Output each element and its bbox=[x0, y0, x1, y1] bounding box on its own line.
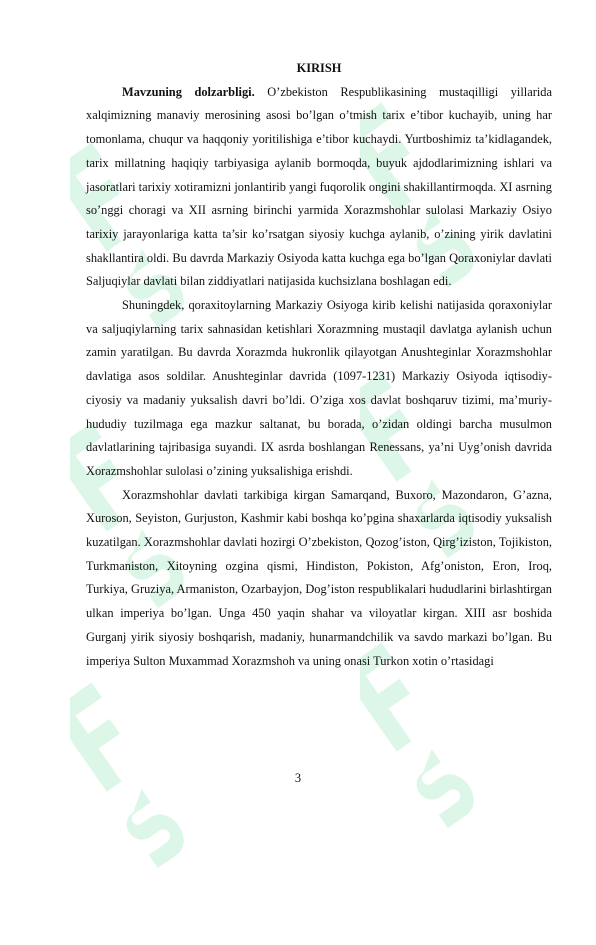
page-number: 3 bbox=[294, 771, 302, 785]
lead-label: Mavzuning dolzarbligi. bbox=[122, 84, 255, 99]
document-body bbox=[86, 57, 552, 673]
watermark-logo-icon bbox=[70, 640, 190, 940]
paragraph: Xorazmshohlar davlati tarkibiga kirgan Samarqand, Buxoro, Mazondaron, G’azna, Xuroson, Seyiston, Gurjuston, Kashmir kabi boshqa ko’pgina shaxarlarda iqtisodiy yuksalish kuzatilgan. Xorazmshohlar davlati hozirgi O’zbekiston, Qozog’iston, Qirg’iziston, Tojikiston, Turkmaniston, Xitoyning ozgina qismi, Hindiston, Pokiston, Afg’oniston, Eron, Iroq, Turkiya, Gruziya, Armaniston, Ozarbayjon, Dog’iston respublikalari hududlarini birlashtirgan ulkan imperiya bo’lgan. Unga 450 yaqin shahar va viloyatlar kirgan. XIII asr boshida Gurganj yirik siyosiy boshqarish, madaniy, hunarmandchilik va savdo markazi bo’lgan. Bu imperiya Sulton Muxammad Xorazmshoh va uning onasi Turkon xotin o’rtasidagi bbox=[86, 487, 552, 668]
paragraph bbox=[86, 81, 552, 294]
paragraph: Shuningdek, qoraxitoylarning Markaziy Osiyoga kirib kelishi natijasida qoraxoniylar va saljuqiylarning tarix sahnasidan ketishlari Xorazmning mustaqil davlatga aylanish uchun zamin yaratilgan. Bu davrda Xorazmda hukronlik qilayotgan Anushteginlar Xorazmshohlar davlatiga asos soldilar. Anushteginlar davrida (1097-1231) Markaziy Osiyoda iqtisodiy-ciyosiy va madaniy yuksalish davri bo’ldi. O’ziga xos davlat boshqaruv tizimi, ma’muriy-hududiy tuzilmaga ega mazkur saltanat, bu borada, o’zidan oldingi barcha musulmon davlatlarining tajribasiga suyandi. IX asrda boshlangan Renessans, ya’ni Uyg’onish davrida Xorazmshohlar sulolasi o’zining yuksalishiga erishdi. bbox=[86, 298, 552, 478]
paragraph-text: O’zbekiston Respublikasining mustaqilligi yillarida xalqimizning manaviy merosining asosi bo’lgan o’tmish tarix e’tibor kuchayib, uning har tomonlama, chuqur va haqqoniy yoritilishiga e’tibor kuchaydi. Yurtboshimiz ta’kidlagandek, tarix millatning haqiqiy tarbiyasiga aylanib bormoqda, buyuk ajdodlarimizning ishlari va jasoratlari tarixiy xotiramizni jonlantirib yangi fuqorolik ongini shakillantirmoqda. XI asrning so’nggi choragi va XII asrning birinchi yarmida Xorazmshohlar sulolasi Markaziy Osiyo tarixiy jarayonlariga katta ta’sir ko’rsatgan siyosiy kuchga aylanib, o’zining yirik davlatini shakllantira oldi. Bu davrda Markaziy Osiyoda katta kuchga ega bo’lgan Qoraxoniylar davlati Saljuqiylar davlati bilan ziddiyatlari natijasida kuchsizlana boshlagan edi. bbox=[86, 84, 552, 289]
page-title: KIRISH bbox=[296, 61, 342, 75]
